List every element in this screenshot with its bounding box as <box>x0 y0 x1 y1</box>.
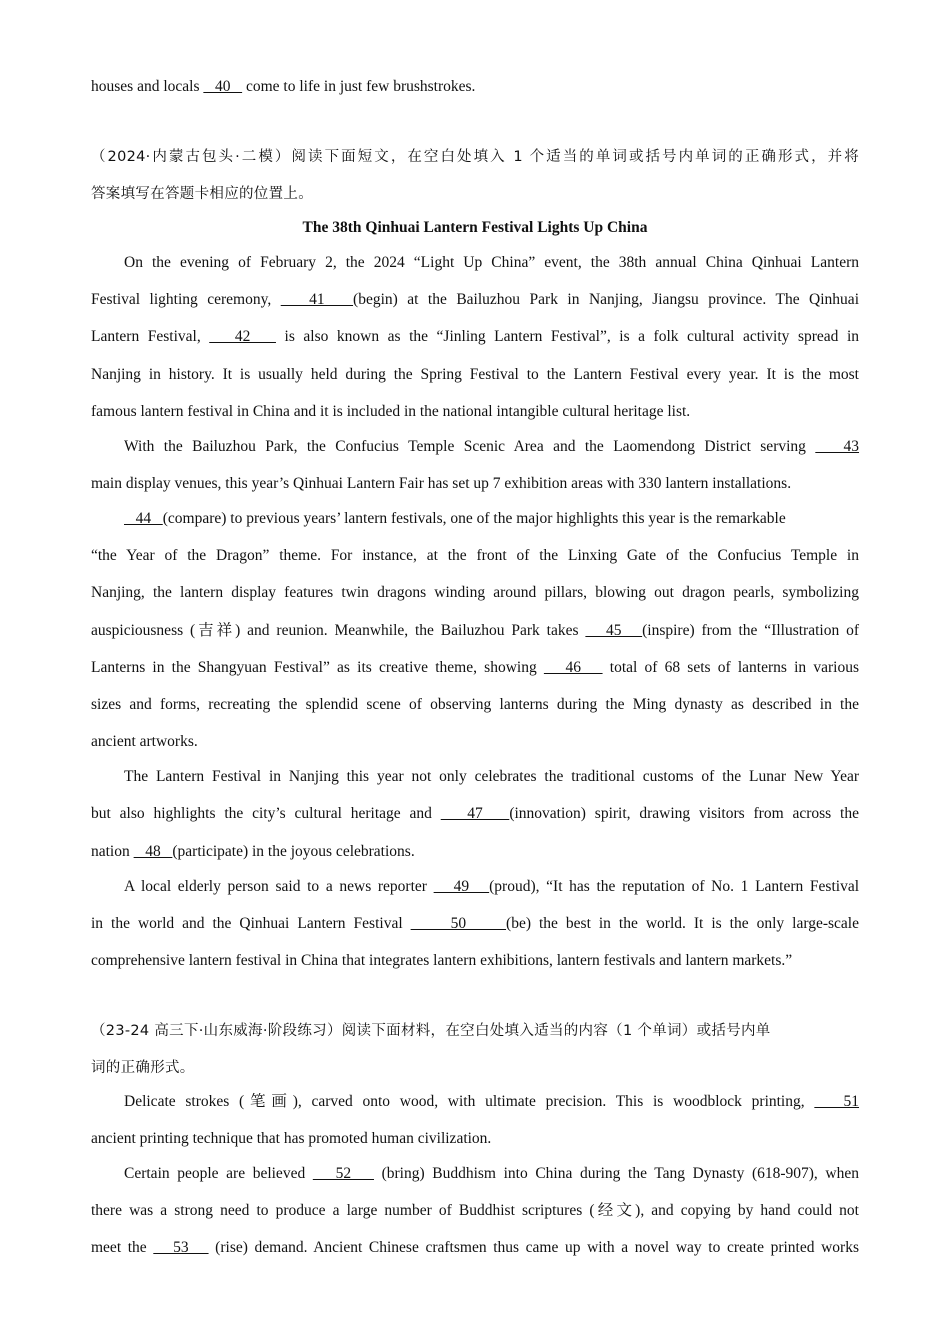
text-line: Festival lighting ceremony, 41 (begin) at the Bailuzhou Park in Nanjing, Jiangsu province. The Qinhuai <box>91 291 859 308</box>
text-line: On the evening of February 2, the 2024 “Light Up China” event, the 38th annual China Qinhuai Lantern <box>124 254 859 271</box>
answer-blank-50[interactable]: 50 <box>410 915 507 932</box>
answer-blank-48[interactable]: 48 <box>133 843 173 860</box>
text-line: ancient printing technique that has promoted human civilization. <box>91 1130 492 1147</box>
answer-blank-42[interactable]: 42 <box>209 328 276 345</box>
text-line: comprehensive lantern festival in China that integrates lantern exhibitions, lantern festivals and lantern markets.” <box>91 952 793 969</box>
text-line: famous lantern festival in China and it is included in the national intangible cultural heritage list. <box>91 403 691 420</box>
text-line: ancient artworks. <box>91 733 198 750</box>
exercise-instruction: （2024·内蒙古包头·二模）阅读下面短文，在空白处填入 1 个适当的单词或括号内单词的正确形式，并将 <box>91 149 859 165</box>
answer-blank-52[interactable]: 52 <box>312 1165 374 1182</box>
text-line: there was a strong need to produce a large number of Buddhist scriptures (经文), and copying by hand could not <box>91 1202 859 1219</box>
answer-blank-51[interactable]: 51 <box>814 1093 860 1110</box>
text-line: 44 (compare) to previous years’ lantern festivals, one of the major highlights this year is the remarkable <box>124 510 786 527</box>
text-line: Delicate strokes (笔画), carved onto wood, with ultimate precision. This is woodblock printing, 51 <box>124 1093 860 1110</box>
text-line: Certain people are believed 52 (bring) Buddhism into China during the Tang Dynasty (618-907), when <box>124 1165 859 1182</box>
answer-blank-49[interactable]: 49 <box>433 878 490 895</box>
text-line: Nanjing, the lantern display features twin dragons winding around pillars, blowing out dragon pearls, symbolizing <box>91 584 859 601</box>
text-line: meet the 53 (rise) demand. Ancient Chinese craftsmen thus came up with a novel way to create printed works <box>91 1239 860 1256</box>
text-line: With the Bailuzhou Park, the Confucius Temple Scenic Area and the Laomendong District serving 43 <box>124 438 860 455</box>
exercise-instruction: （23-24 高三下·山东威海·阶段练习）阅读下面材料，在空白处填入适当的内容（1 个单词）或括号内单 <box>91 1023 771 1039</box>
text-line: Nanjing in history. It is usually held during the Spring Festival to the Lantern Festival every year. It is the most <box>91 366 859 383</box>
text-line: auspiciousness (吉祥) and reunion. Meanwhile, the Bailuzhou Park takes 45 (inspire) from the “Illustration of <box>91 622 859 639</box>
answer-blank-43[interactable]: 43 <box>815 438 860 455</box>
exercise-instruction: 答案填写在答题卡相应的位置上。 <box>91 186 313 202</box>
answer-blank-41[interactable]: 41 <box>280 291 354 308</box>
answer-blank-47[interactable]: 47 <box>440 805 510 822</box>
text-line: A local elderly person said to a news reporter 49 (proud), “It has the reputation of No. 1 Lantern Festival <box>124 878 860 895</box>
answer-blank-46[interactable]: 46 <box>543 659 603 676</box>
text-line: sizes and forms, recreating the splendid scene of observing lanterns during the Ming dynasty as described in the <box>91 696 859 713</box>
text-line: “the Year of the Dragon” theme. For instance, at the front of the Linxing Gate of the Confucius Temple in <box>91 547 859 564</box>
text-line: Lantern Festival, 42 is also known as the “Jinling Lantern Festival”, is a folk cultural activity spread in <box>91 328 860 345</box>
text-line: main display venues, this year’s Qinhuai Lantern Fair has set up 7 exhibition areas with 330 lantern installations. <box>91 475 792 492</box>
text-line: houses and locals 40 come to life in just few brushstrokes. <box>91 78 476 95</box>
text-line: Lanterns in the Shangyuan Festival” as its creative theme, showing 46 total of 68 sets of lanterns in various <box>91 659 859 676</box>
text-line: but also highlights the city’s cultural heritage and 47 (innovation) spirit, drawing visitors from across the <box>91 805 859 822</box>
text-line: The Lantern Festival in Nanjing this year not only celebrates the traditional customs of the Lunar New Year <box>124 768 859 785</box>
passage-title: The 38th Qinhuai Lantern Festival Lights Up China <box>302 219 648 236</box>
exercise-instruction: 词的正确形式。 <box>91 1060 195 1076</box>
text-line: in the world and the Qinhuai Lantern Festival 50 (be) the best in the world. It is the only large-scale <box>91 915 859 932</box>
answer-blank-40[interactable]: 40 <box>203 78 243 95</box>
answer-blank-53[interactable]: 53 <box>153 1239 209 1256</box>
answer-blank-44[interactable]: 44 <box>124 510 163 527</box>
answer-blank-45[interactable]: 45 <box>585 622 643 639</box>
text-line: nation 48 (participate) in the joyous celebrations. <box>91 843 415 860</box>
